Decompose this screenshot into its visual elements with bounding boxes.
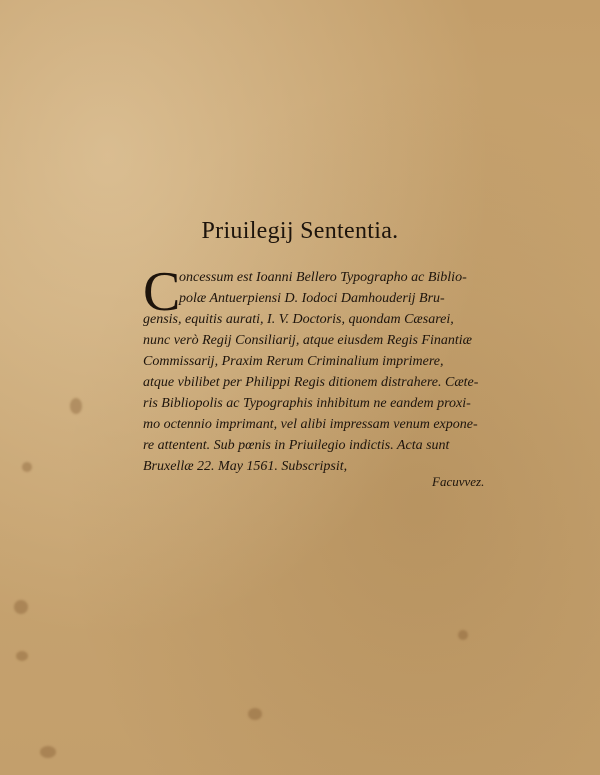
privilege-text — [143, 267, 515, 477]
age-stain — [40, 746, 56, 758]
age-stain — [70, 398, 82, 414]
text-line: ris Bibliopolis ac Typographis inhibitum ne eandem proxi- — [143, 396, 471, 411]
age-stain — [22, 462, 32, 472]
signature: Facuvvez. — [432, 474, 485, 489]
drop-cap: C — [143, 261, 181, 323]
text-line: gensis, equitis aurati, I. V. Doctoris, quondam Cæsarei, — [143, 312, 454, 327]
text-line: nunc verò Regij Consiliarij, atque eiusdem Regis Finantiæ — [143, 333, 472, 348]
text-line: atque vbilibet per Philippi Regis ditionem distrahere. Cæte- — [143, 375, 479, 390]
age-stain — [14, 600, 28, 614]
text-line: mo octennio imprimant, vel alibi impressam venum expone- — [143, 417, 478, 432]
text-line: re attentent. Sub pœnis in Priuilegio indictis. Acta sunt — [143, 438, 450, 453]
page-title: Priuilegij Sententia. — [201, 218, 399, 244]
text-line: Commissarij, Praxim Rerum Criminalium imprimere, — [143, 354, 444, 369]
text-line: Bruxellæ 22. May 1561. Subscripsit, — [143, 459, 348, 474]
age-stain — [458, 630, 468, 640]
text-line: polæ Antuerpiensi D. Iodoci Damhouderij Bru- — [179, 291, 445, 306]
age-stain — [248, 708, 262, 720]
age-stain — [16, 651, 28, 661]
text-line: oncessum est Ioanni Bellero Typographo ac Biblio- — [179, 270, 467, 285]
